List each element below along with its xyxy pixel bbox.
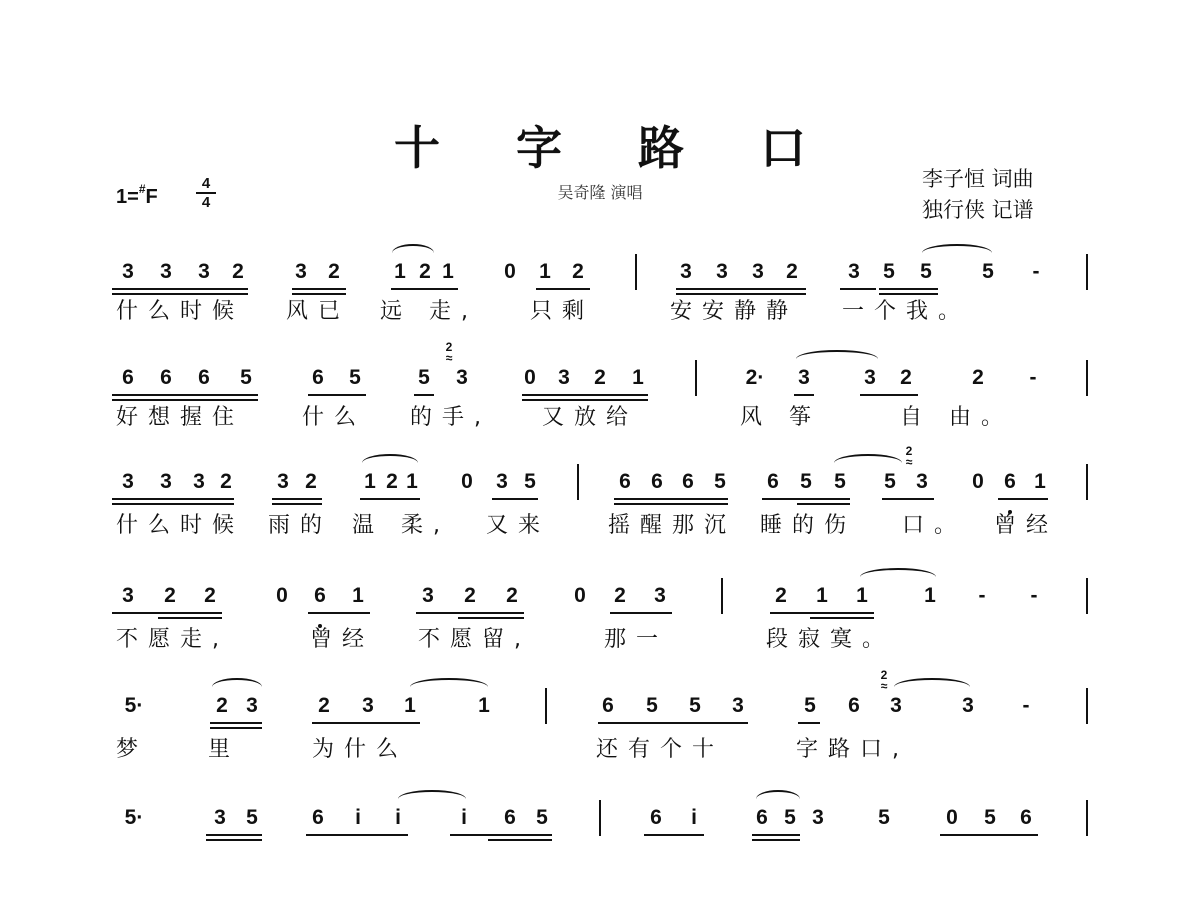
barline [635, 254, 637, 290]
note: 3 [558, 366, 570, 389]
note: 6 [122, 366, 134, 389]
note: 5 [984, 806, 996, 829]
note: 6 [198, 366, 210, 389]
score-title: 十 字 路 口 [393, 121, 837, 175]
score-system [0, 258, 1200, 358]
note: 5· [124, 694, 144, 717]
note: 1 [924, 584, 936, 607]
lyric-text: 字路口, [796, 737, 909, 762]
barline [1086, 800, 1088, 836]
note: 2 [419, 260, 431, 283]
note: 3 [122, 584, 134, 607]
note: 2 [786, 260, 798, 283]
note: 3 [812, 806, 824, 829]
lyric-text: 那一 [604, 627, 669, 652]
tie-arc [860, 568, 936, 586]
lyric-text: 安安静静 [670, 299, 799, 324]
note: 3 [732, 694, 744, 717]
lyric-text: 什么 [302, 405, 367, 430]
tie-arc [756, 790, 800, 808]
transcriber-credit: 独行侠 记谱 [922, 198, 1034, 222]
note: 6 [314, 584, 326, 607]
score-system [0, 668, 1200, 792]
singer-credit: 吴奇隆 演唱 [557, 183, 643, 202]
note: 6 [651, 470, 663, 493]
tie-arc [796, 350, 878, 368]
beam-underline [458, 612, 524, 614]
note: 1 [539, 260, 551, 283]
barline [1086, 360, 1088, 396]
note: 3 [214, 806, 226, 829]
beam-underline [998, 498, 1048, 500]
beam-underline [614, 503, 728, 505]
note: 0 [972, 470, 984, 493]
note: - [978, 584, 986, 607]
note: 1 [352, 584, 364, 607]
note: 3 [362, 694, 374, 717]
beam-underline [112, 503, 234, 505]
beam-underline [797, 498, 850, 500]
note: 6 [312, 366, 324, 389]
note: 5 [246, 806, 258, 829]
beam-underline [158, 617, 222, 619]
barline [599, 800, 601, 836]
note: 0 [461, 470, 473, 493]
lyric-text: 一个我。 [842, 299, 971, 324]
lyric-text: 风 筝 [740, 405, 821, 430]
note: 3 [193, 470, 205, 493]
note: 6 [504, 806, 516, 829]
beam-underline [312, 722, 420, 724]
note: 2 [572, 260, 584, 283]
beam-underline [158, 612, 222, 614]
note: 3 [848, 260, 860, 283]
beam-underline [391, 288, 458, 290]
beam-underline [308, 394, 366, 396]
lyric-text: 只剩 [530, 299, 595, 324]
beam-underline [210, 722, 262, 724]
barline [721, 578, 723, 614]
note: 6 [160, 366, 172, 389]
lyric-text: 不愿留, [418, 627, 531, 652]
note: 1 [442, 260, 454, 283]
beam-underline [112, 288, 248, 290]
beam-underline [272, 498, 322, 500]
note: 5 [804, 694, 816, 717]
beam-underline [879, 288, 938, 290]
lyric-text: 摇醒那沉 [608, 513, 737, 538]
barline [545, 688, 547, 724]
note: 5 [524, 470, 536, 493]
note: 3 [890, 694, 902, 717]
lyric-text: 不愿走, [116, 627, 229, 652]
beam-underline [798, 722, 820, 724]
beam-underline [794, 394, 814, 396]
note: 5 [982, 260, 994, 283]
beam-underline [210, 727, 262, 729]
note: 1 [406, 470, 418, 493]
tie-arc [410, 678, 488, 696]
time-signature [196, 176, 216, 210]
note: 3 [962, 694, 974, 717]
beam-underline [306, 834, 408, 836]
lyric-text: 温 柔, [352, 513, 450, 538]
barline [1086, 688, 1088, 724]
note: i [395, 806, 401, 829]
beam-underline [112, 498, 234, 500]
note: 5 [714, 470, 726, 493]
note: 2· [745, 366, 765, 389]
beam-underline [614, 498, 728, 500]
beam-underline [414, 394, 434, 396]
note: 6 [767, 470, 779, 493]
note: - [1032, 260, 1040, 283]
beam-underline [206, 834, 262, 836]
note: 0 [276, 584, 288, 607]
note: 5· [124, 806, 144, 829]
note: 3 [122, 470, 134, 493]
note: 3 [680, 260, 692, 283]
tie-arc [834, 454, 902, 472]
note: 5 [784, 806, 796, 829]
note: i [355, 806, 361, 829]
beam-underline [112, 394, 258, 396]
note: 1 [394, 260, 406, 283]
lyric-text: 曾经 [310, 627, 375, 652]
note: 3 [295, 260, 307, 283]
note: 5 [418, 366, 430, 389]
note: 5 [878, 806, 890, 829]
barline [695, 360, 697, 396]
note: 3 [198, 260, 210, 283]
lyric-text: 梦 [116, 737, 149, 762]
note: 0 [946, 806, 958, 829]
key-note: F [145, 186, 158, 208]
lyric-text: 的手, [410, 405, 491, 430]
note: 2 [164, 584, 176, 607]
key-prefix: 1= [116, 186, 139, 208]
beam-underline [752, 839, 800, 841]
note: 6 [756, 806, 768, 829]
beam-underline [598, 722, 748, 724]
barline [1086, 254, 1088, 290]
note: 1 [632, 366, 644, 389]
tie-arc [894, 678, 970, 696]
sharp-sign: # [138, 182, 146, 196]
lyric-text: 里 [208, 737, 241, 762]
beam-underline [492, 498, 538, 500]
note: 1 [478, 694, 490, 717]
score-system [0, 444, 1200, 568]
lyric-text: 睡的伤 [760, 513, 857, 538]
beam-underline [752, 834, 800, 836]
note: 1 [1034, 470, 1046, 493]
note: 2 [464, 584, 476, 607]
score-system [0, 804, 1200, 904]
note: 2 [204, 584, 216, 607]
note: 3 [798, 366, 810, 389]
beam-underline [206, 839, 262, 841]
note: i [461, 806, 467, 829]
tie-arc [922, 244, 992, 262]
note: 6 [1004, 470, 1016, 493]
note: 3 [916, 470, 928, 493]
note: 6 [682, 470, 694, 493]
note: 3 [654, 584, 666, 607]
barline [1086, 578, 1088, 614]
credits-block [922, 164, 1034, 226]
beam-underline [810, 617, 874, 619]
lyric-text: 曾经 [994, 513, 1059, 538]
note: 2 [328, 260, 340, 283]
lyric-text: 好想握住 [116, 405, 245, 430]
note: 2 [614, 584, 626, 607]
tie-arc [392, 244, 434, 262]
grace-note: 2 ≈ [905, 444, 913, 469]
note: 3 [277, 470, 289, 493]
beam-underline [676, 288, 806, 290]
note: 5 [240, 366, 252, 389]
note: 2 [775, 584, 787, 607]
beam-underline [488, 839, 552, 841]
note: 2 [972, 366, 984, 389]
lyric-text: 又来 [486, 513, 551, 538]
beam-underline [308, 612, 370, 614]
beam-underline [458, 617, 524, 619]
note: 2 [220, 470, 232, 493]
beam-underline [536, 288, 590, 290]
beam-underline [522, 394, 648, 396]
lyric-text: 什么时候 [116, 299, 245, 324]
lyric-text: 雨的 [268, 513, 333, 538]
beam-underline [610, 612, 672, 614]
score-system [0, 340, 1200, 464]
lyric-text: 口。 [902, 513, 967, 538]
note: 0 [574, 584, 586, 607]
note: 2 [305, 470, 317, 493]
note: 6 [619, 470, 631, 493]
note: 5 [834, 470, 846, 493]
note: 6 [848, 694, 860, 717]
note: 1 [816, 584, 828, 607]
note: 2 [232, 260, 244, 283]
note: 3 [422, 584, 434, 607]
note: 3 [496, 470, 508, 493]
lyric-text: 为什么 [312, 737, 409, 762]
grace-note: 2 ≈ [445, 340, 453, 365]
lyric-text: 风已 [286, 299, 351, 324]
lyric-text: 段寂寞。 [766, 627, 895, 652]
note: 6 [650, 806, 662, 829]
composer-credit: 李子恒 词曲 [922, 167, 1034, 191]
note: 6 [1020, 806, 1032, 829]
tie-arc [398, 790, 466, 808]
note: 3 [122, 260, 134, 283]
tie-arc [212, 678, 262, 696]
barline [577, 464, 579, 500]
beam-underline [810, 612, 874, 614]
time-signature-top: 4 [201, 175, 211, 192]
beam-underline [644, 834, 704, 836]
beam-underline [488, 834, 552, 836]
lyric-text: 什么时候 [116, 513, 245, 538]
note: 3 [864, 366, 876, 389]
note: 3 [246, 694, 258, 717]
time-signature-bottom: 4 [201, 194, 211, 211]
beam-underline [797, 503, 850, 505]
note: 1 [364, 470, 376, 493]
note: 3 [716, 260, 728, 283]
note: 5 [800, 470, 812, 493]
note: 3 [456, 366, 468, 389]
note: i [691, 806, 697, 829]
barline [1086, 464, 1088, 500]
lyric-text: 又放给 [542, 405, 639, 430]
note: 2 [386, 470, 398, 493]
note: 3 [752, 260, 764, 283]
note: 2 [318, 694, 330, 717]
note: 6 [312, 806, 324, 829]
beam-underline [940, 834, 1038, 836]
note: 3 [160, 470, 172, 493]
note: 3 [160, 260, 172, 283]
note: 5 [646, 694, 658, 717]
lyric-text: 还有个十 [596, 737, 725, 762]
note: - [1029, 366, 1037, 389]
note: 1 [404, 694, 416, 717]
beam-underline [360, 498, 420, 500]
beam-underline [292, 288, 346, 290]
note: 5 [536, 806, 548, 829]
lyric-text: 自 由。 [900, 405, 1013, 430]
note: 5 [349, 366, 361, 389]
note: 0 [504, 260, 516, 283]
key-signature [116, 182, 158, 209]
note: 5 [883, 260, 895, 283]
note: - [1030, 584, 1038, 607]
lyric-text: 远 走, [380, 299, 478, 324]
note: 5 [884, 470, 896, 493]
score-system [0, 582, 1200, 682]
beam-underline [272, 503, 322, 505]
note: 2 [900, 366, 912, 389]
note: 5 [689, 694, 701, 717]
tie-arc [362, 454, 418, 472]
note: 2 [594, 366, 606, 389]
note: 0 [524, 366, 536, 389]
note: 5 [920, 260, 932, 283]
beam-underline [840, 288, 876, 290]
note: 1 [856, 584, 868, 607]
note: 6 [602, 694, 614, 717]
beam-underline [860, 394, 918, 396]
grace-note: 2 ≈ [880, 668, 888, 693]
note: - [1022, 694, 1030, 717]
beam-underline [882, 498, 934, 500]
note: 2 [216, 694, 228, 717]
note: 2 [506, 584, 518, 607]
